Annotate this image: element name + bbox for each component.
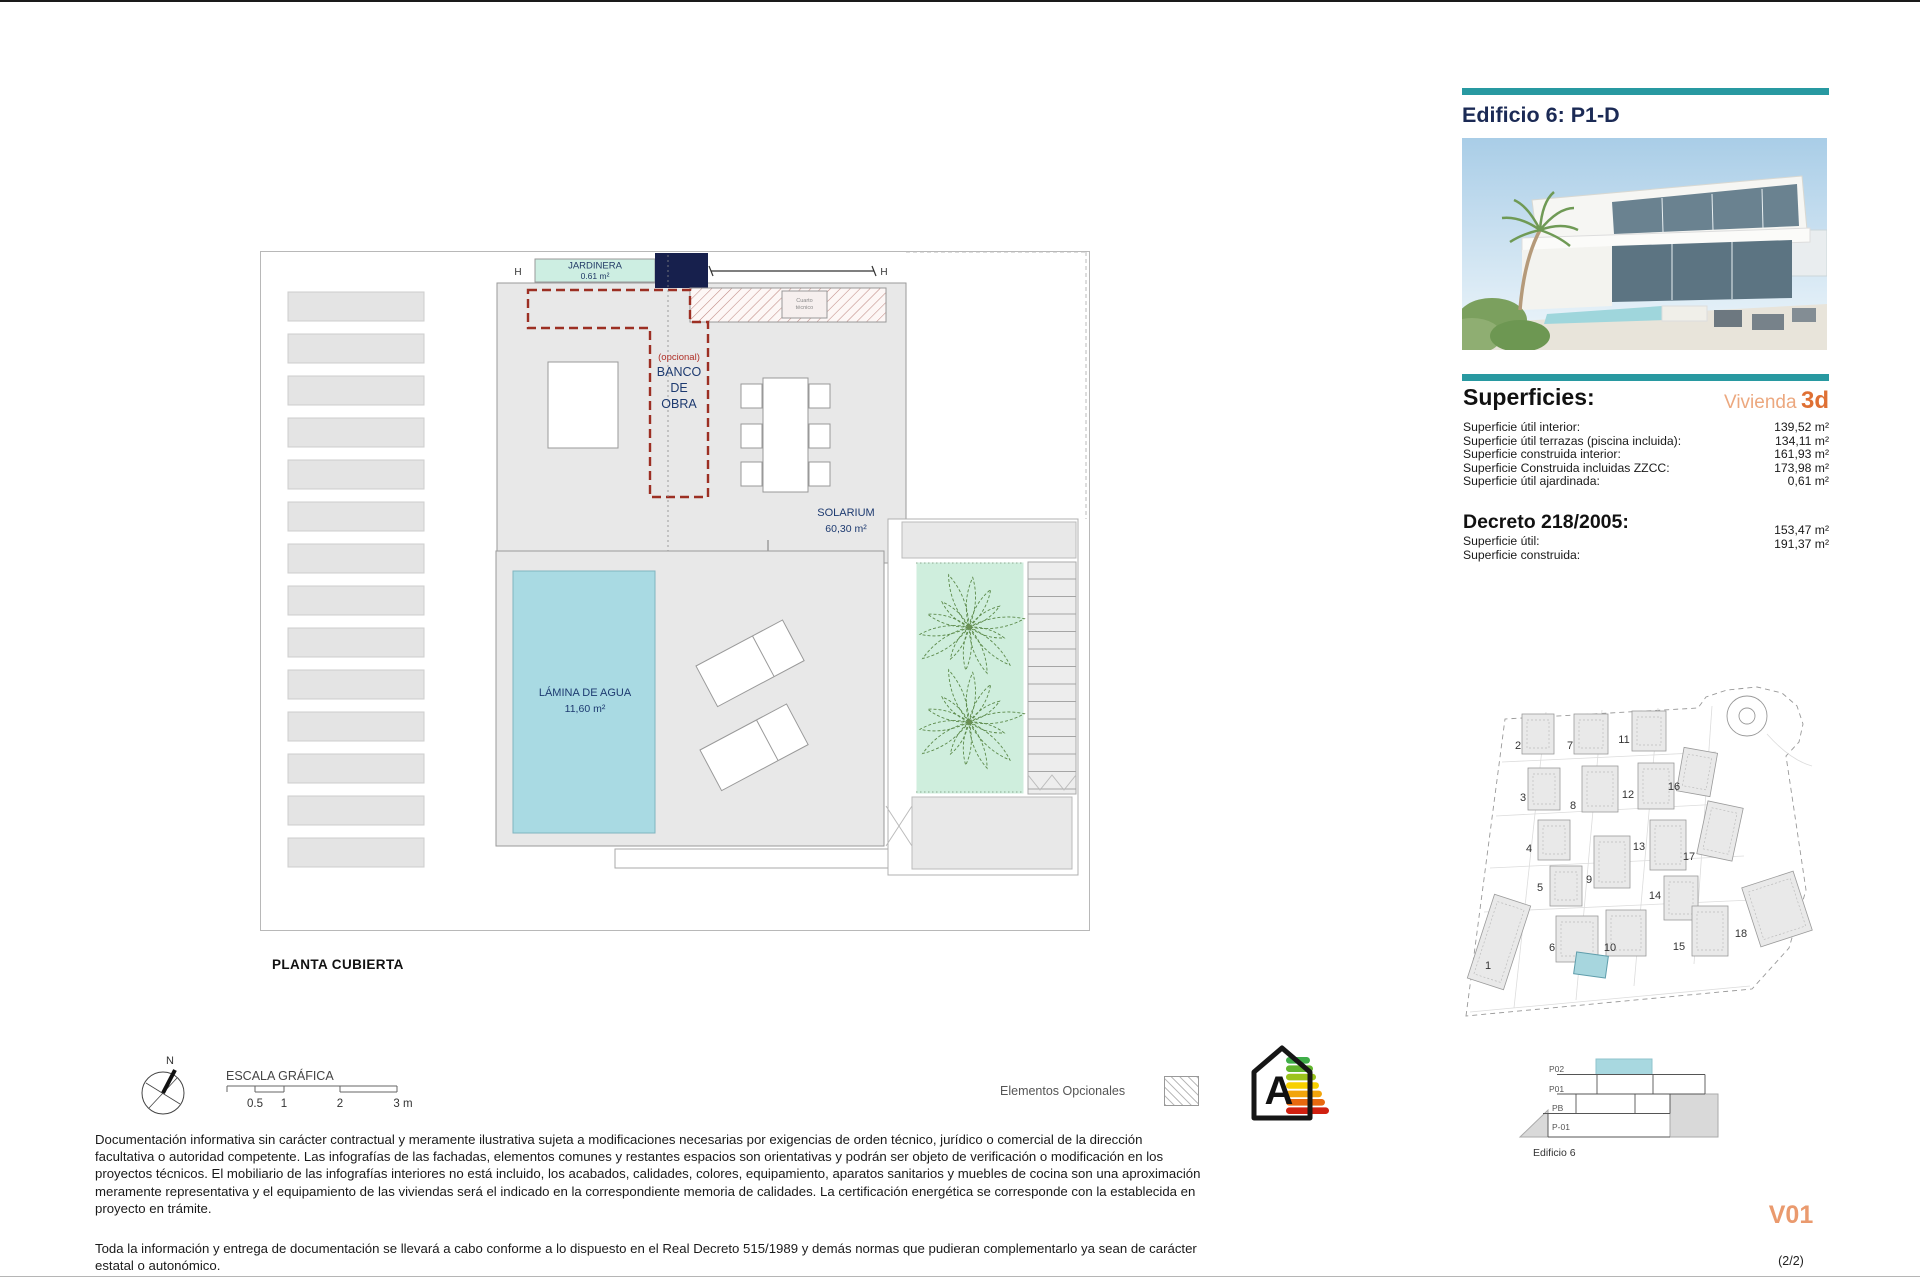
site-building (1742, 871, 1813, 947)
site-building (1632, 711, 1666, 751)
decreto-value: 191,37 m² (1774, 537, 1829, 551)
row-value: 173,98 m² (1774, 460, 1829, 475)
pergola-slat (288, 628, 424, 657)
pool-area-label: 11,60 m² (564, 703, 606, 715)
site-building (1697, 801, 1743, 861)
site-number: 14 (1648, 890, 1662, 902)
superficies-row (1463, 448, 1829, 462)
table (763, 378, 808, 492)
superficies-row (1463, 475, 1829, 489)
solarium-label: SOLARIUM (817, 507, 875, 519)
superficies-row (1463, 462, 1829, 476)
site-plan-map (1452, 686, 1832, 1031)
row-label: Superficie útil terrazas (piscina incluida): (1463, 433, 1682, 448)
scale-bar (227, 1086, 397, 1092)
site-number: 8 (1569, 800, 1577, 812)
vivienda-label: Vivienda (1723, 392, 1797, 413)
pergola-slat (288, 670, 424, 699)
chair (741, 424, 762, 448)
site-number: 6 (1548, 942, 1556, 954)
disclaimer-paragraph-2 (95, 1240, 1197, 1274)
disclaimer-line: facultativa o autoridad competente. Las infografías de las fachadas, elementos comunes y restantes espacios son orientativas y podrán ser objeto de verificación o modificación en los (95, 1149, 1164, 1165)
floor-label: PB (1552, 1103, 1564, 1113)
jardinera-area-label: 0.61 m² (580, 271, 610, 281)
technical-room-label-1: Cuarto (796, 298, 813, 304)
decreto-label: Superficie construida: (1463, 548, 1581, 562)
site-number: 18 (1734, 928, 1748, 940)
teal-divider-top (1462, 88, 1829, 95)
site-number: 9 (1585, 874, 1593, 886)
palm-trunk (967, 625, 972, 630)
pergola-slat (288, 754, 424, 783)
pergola-slat (288, 292, 424, 321)
building-section-diagram (1515, 1038, 1825, 1183)
site-number: 5 (1536, 882, 1544, 894)
pool-label: LÁMINA DE AGUA (538, 687, 632, 699)
chair (809, 424, 830, 448)
pergola-slat (288, 334, 424, 363)
roundabout-island (1739, 708, 1755, 724)
energy-letter: A (1264, 1069, 1294, 1113)
pergola-slat (288, 796, 424, 825)
opcional-label: (opcional) (658, 352, 700, 363)
right-wing-lower-roof (912, 797, 1072, 869)
site-number: 12 (1621, 789, 1635, 801)
chair (809, 384, 830, 408)
ground-block (1670, 1094, 1718, 1137)
scale-tick-label: 3 m (393, 1098, 413, 1110)
banco-label-2: DE (670, 381, 688, 395)
north-arrow-icon (135, 1052, 205, 1115)
floor-label: P02 (1549, 1064, 1565, 1074)
terrace-step (615, 849, 908, 868)
palm-planter (916, 562, 1024, 794)
superficies-row (1463, 435, 1829, 449)
site-number: 16 (1667, 781, 1681, 793)
row-label: Superficie útil ajardinada: (1463, 474, 1600, 489)
site-number: 17 (1682, 851, 1696, 863)
site-number: 3 (1519, 792, 1527, 804)
scale-tick-label: 2 (336, 1098, 344, 1110)
row-label: Superficie Construida incluidas ZZCC: (1463, 460, 1670, 475)
disclaimer-line: Documentación informativa sin carácter contractual y meramente ilustrativa sujeta a modificaciones necesarias por exigencias de orden técnico, jurídico o comercial de la dirección (95, 1132, 1143, 1147)
chair (809, 462, 830, 486)
palm-trunk (967, 720, 972, 725)
pool (513, 571, 655, 833)
dimension-h-left: H (514, 267, 522, 278)
pergola-slat (288, 460, 424, 489)
disclaimer-line: proyecto en trámite. (95, 1200, 212, 1216)
stair-head-block (655, 253, 708, 288)
graphic-scale (220, 1066, 430, 1114)
site-building (1538, 820, 1570, 860)
solarium-area-label: 60,30 m² (825, 523, 867, 535)
scale-tick-label: 1 (280, 1098, 288, 1110)
right-wing-roof-strip (902, 522, 1076, 558)
dimension-h-right: H (880, 267, 888, 278)
pergola-slat (288, 376, 424, 405)
site-building (1528, 768, 1560, 810)
row-value: 139,52 m² (1774, 420, 1829, 434)
page-number: (2/2) (1778, 1254, 1804, 1268)
pergola-slat (288, 712, 424, 741)
dining-set (741, 378, 830, 492)
site-number: 11 (1618, 734, 1630, 746)
building-title: Edificio 6: P1-D (1462, 103, 1620, 127)
chair (741, 384, 762, 408)
scale-title: ESCALA GRÁFICA (226, 1069, 334, 1083)
villa-render-image (1462, 138, 1827, 350)
site-building (1550, 866, 1582, 906)
roundabout (1727, 696, 1767, 736)
site-number: 10 (1603, 942, 1617, 954)
vivienda-value: 3d (1800, 387, 1829, 414)
site-building (1522, 714, 1554, 754)
highlighted-unit (1574, 952, 1609, 978)
decreto-value: 153,47 m² (1774, 523, 1829, 537)
decreto-label: Superficie útil: (1463, 534, 1540, 548)
pergola-slat (288, 418, 424, 447)
vivienda-tag (1640, 387, 1829, 415)
disclaimer-line: Toda la información y entrega de documentación se llevará a cabo conforme a lo dispuesto en el Real Decreto 515/1989 y demás normas que pudieran complementarlo ya sean de carácter (95, 1241, 1197, 1256)
site-building (1676, 747, 1717, 796)
site-number: 4 (1525, 843, 1533, 855)
row-label: Superficie construida interior: (1463, 447, 1621, 462)
site-number: 7 (1566, 740, 1574, 752)
banco-label-3: OBRA (661, 397, 697, 411)
highlighted-floor (1596, 1059, 1652, 1075)
page-top-rule (0, 0, 1920, 2)
decreto-title: Decreto 218/2005: (1463, 511, 1629, 533)
disclaimer-paragraph-1 (95, 1131, 1200, 1217)
site-building (1594, 836, 1630, 888)
north-label: N (166, 1055, 174, 1067)
plan-title: PLANTA CUBIERTA (272, 957, 404, 972)
banco-label-1: BANCO (656, 365, 702, 379)
row-label: Superficie útil interior: (1463, 420, 1581, 434)
floor-label: P-01 (1552, 1122, 1570, 1132)
pergola-slat (288, 838, 424, 867)
technical-room-label-2: técnico (795, 305, 814, 311)
optional-elements-label: Elementos Opcionales (1000, 1084, 1126, 1098)
site-roads (1470, 706, 1812, 1012)
site-building (1582, 766, 1618, 812)
superficies-title: Superficies: (1463, 384, 1595, 410)
site-number: 15 (1672, 941, 1686, 953)
page-bottom-rule (0, 1276, 1920, 1277)
row-value: 134,11 m² (1775, 433, 1829, 448)
floor-label: P01 (1549, 1084, 1565, 1094)
section-caption: Edificio 6 (1533, 1147, 1576, 1159)
site-building (1574, 714, 1608, 754)
energy-rating-icon (1246, 1040, 1338, 1126)
disclaimer-line: meramente representativa y el equipamiento de las viviendas será el indicado en la correspondiente memoria de calidades. La certificación energética se corresponde con la establecida en (95, 1183, 1196, 1199)
superficies-table (1463, 421, 1829, 489)
disclaimer-line: proyectos técnicos. El mobiliario de las infografías interiores no está incluido, los acabados, calidades, colores, equipamiento, aparatos sanitarios y muebles de cocina son una aproximación (95, 1166, 1201, 1182)
site-number: 2 (1514, 740, 1522, 752)
plan-version: V01 (1768, 1201, 1814, 1229)
site-number: 1 (1484, 960, 1492, 972)
row-value: 161,93 m² (1774, 447, 1829, 462)
scale-tick-label: 0.5 (247, 1098, 263, 1110)
site-building (1692, 906, 1728, 956)
pergola-slat (288, 502, 424, 531)
chair (741, 462, 762, 486)
disclaimer-line: estatal o autonómico. (95, 1258, 221, 1274)
teal-divider-superficies (1462, 374, 1829, 381)
site-number: 13 (1632, 841, 1646, 853)
optional-hatch-swatch (1164, 1076, 1199, 1106)
row-value: 0,61 m² (1787, 474, 1829, 489)
ground-wedge (1520, 1110, 1548, 1137)
skylight (548, 362, 618, 448)
roof-floor-plan (260, 251, 1090, 931)
site-building (1650, 820, 1686, 870)
jardinera-label: JARDINERA (568, 260, 622, 272)
pergola-slat (288, 586, 424, 615)
superficies-row (1463, 421, 1829, 435)
pergola-slat (288, 544, 424, 573)
